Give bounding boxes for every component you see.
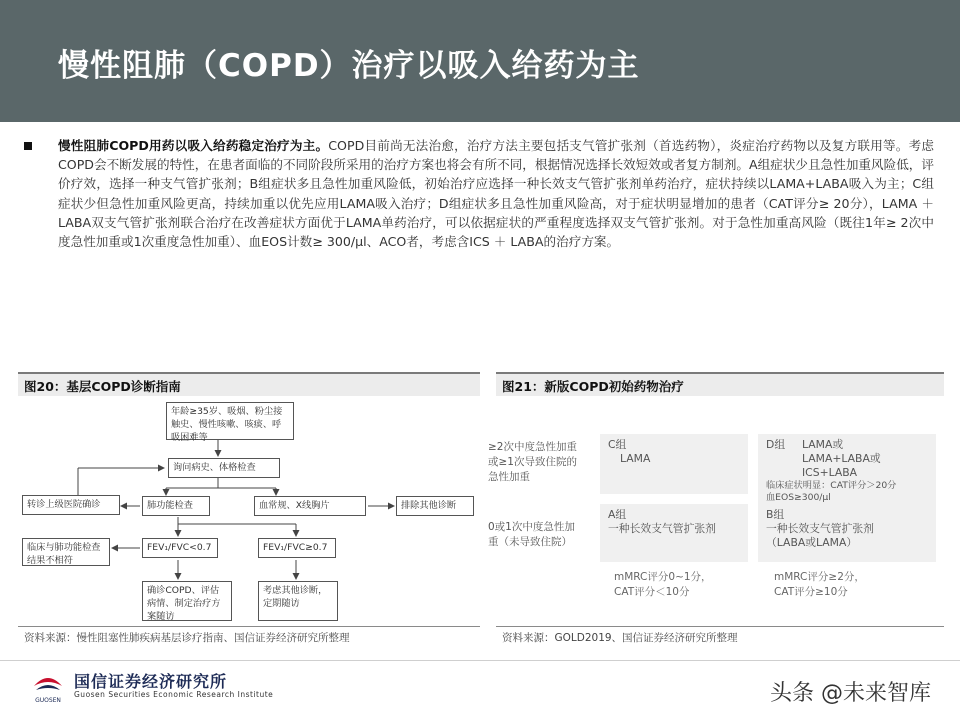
paragraph-lead: 慢性阻肺COPD用药以吸入给药稳定治疗为主。: [58, 138, 329, 153]
paragraph-text: COPD目前尚无法治愈，治疗方法主要包括支气管扩张剂（首选药物），炎症治疗药物以及复方联用等。考虑COPD会不断发展的特性，在患者面临的不同阶段所采用的治疗方案也将会有所不同，根据情况选择长效短效或者复方制剂。A组症状少且急性加重风险低，评价疗效，选择一种支气管扩张剂；B组症状多且急性加重风险低，初始治疗应选择一种长效支气管扩张剂单药治疗，症状持续以LAMA+LABA吸入为主；C组症状少但急性加重风险更高，持续加重以优先应用LAMA吸入治疗；D组症状多且急性加重风险高，对于症状明显增加的患者（CAT评分≥ 20分），LAMA ＋LABA双支气管扩张剂联合治疗在改善症状方面优于LAMA单药治疗，可以依据症状的严重程度选择双支气管扩张剂。对于急性加重高风险（既往1年≥ 2次中度急性加重或1次重度急性加重）、血EOS计数≥ 300/μl、ACO者，考虑含ICS ＋ LABA的治疗方案。: [58, 138, 934, 250]
group-d-cell: [758, 434, 936, 514]
group-b-cell: [758, 504, 936, 562]
logo-name-cn: 国信证券经济研究所: [74, 672, 228, 691]
criteria-high-line-2: CAT评分≥10分: [774, 586, 848, 598]
group-a-cell: [600, 504, 748, 562]
group-d-drug-2: LAMA+LABA或: [802, 452, 881, 465]
group-a-name: A组: [608, 508, 627, 521]
figure-20-source: 资料来源：慢性阻塞性肺疾病基层诊疗指南、国信证券经济研究所整理: [18, 626, 480, 644]
criteria-low-line-2: CAT评分＜10分: [614, 586, 690, 598]
bullet-square-icon: [24, 142, 32, 150]
group-d-note-2: 血EOS≥300/μl: [766, 492, 831, 503]
flow-box-pulmonary-function-test: 肺功能检查: [142, 496, 210, 516]
group-c-cell: [600, 434, 748, 494]
group-d-drug-3: ICS+LABA: [802, 466, 858, 479]
criteria-high-line-1: mMRC评分≥2分，: [774, 571, 865, 583]
flow-box-other-diagnosis: 考虑其他诊断，定期随访: [258, 581, 338, 621]
group-d-name: D组: [766, 438, 786, 451]
footer-divider: [0, 660, 960, 661]
group-a-drug: 一种长效支气管扩张剂: [608, 522, 716, 535]
group-b-drug-1: 一种长效支气管扩张剂: [766, 522, 874, 535]
figure-20-title: 图20：基层COPD诊断指南: [24, 379, 181, 394]
figure-21-source: 资料来源：GOLD2019、国信证券经济研究所整理: [496, 626, 944, 644]
row-label-high-risk: ≥2次中度急性加重或≥1次导致住院的急性加重: [488, 441, 577, 483]
row-label-low-risk: 0或1次中度急性加重（未导致住院）: [488, 521, 575, 548]
group-b-drug-2: （LABA或LAMA）: [766, 536, 858, 549]
flow-box-ratio-above: FEV₁/FVC≥0.7: [258, 538, 336, 558]
figure-21-header: [496, 372, 944, 396]
flow-box-confirm-copd: 确诊COPD、评估病情、制定治疗方案随访: [142, 581, 232, 621]
flow-box-ratio-below: FEV₁/FVC<0.7: [142, 538, 218, 558]
title-banner: [0, 0, 960, 122]
body-paragraph: [58, 136, 934, 251]
group-c-drug: LAMA: [620, 452, 651, 465]
flow-box-history-exam: 询问病史、体格检查: [168, 458, 280, 478]
criteria-low-line-1: mMRC评分0~1分，: [614, 571, 712, 583]
group-b-name: B组: [766, 508, 785, 521]
treatment-grid: [488, 396, 944, 626]
flow-box-referral: 转诊上级医院确诊: [22, 495, 120, 515]
figure-21-title: 图21：新版COPD初始药物治疗: [502, 379, 684, 394]
group-d-drug-1: LAMA或: [802, 438, 844, 451]
watermark-text: 头条 @未来智库: [770, 681, 931, 706]
flow-box-exclude-other: 排除其他诊断: [396, 496, 474, 516]
guosen-logo-icon: [30, 668, 66, 708]
group-d-note-1: 临床症状明显：CAT评分＞20分: [766, 480, 897, 491]
diagnosis-flowchart: [18, 396, 480, 626]
logo-name-en: Guosen Securities Economic Research Institute: [74, 690, 274, 699]
flow-box-mismatch: 临床与肺功能检查结果不相符: [22, 538, 110, 566]
figure-21-panel: [488, 372, 944, 644]
logo-mark-text: GUOSEN: [35, 697, 61, 704]
figure-20-header: [18, 372, 480, 396]
criteria-high-symptoms: [774, 570, 865, 600]
figure-20-panel: [18, 372, 480, 644]
flow-box-risk-factors: 年龄≥35岁、吸烟、粉尘接触史、慢性咳嗽、咳痰、呼吸困难等: [166, 402, 294, 440]
criteria-low-symptoms: [614, 570, 712, 600]
page-title: 慢性阻肺（COPD）治疗以吸入给药为主: [58, 48, 640, 84]
group-c-name: C组: [608, 438, 627, 451]
flow-box-blood-xray: 血常规、X线胸片: [254, 496, 366, 516]
